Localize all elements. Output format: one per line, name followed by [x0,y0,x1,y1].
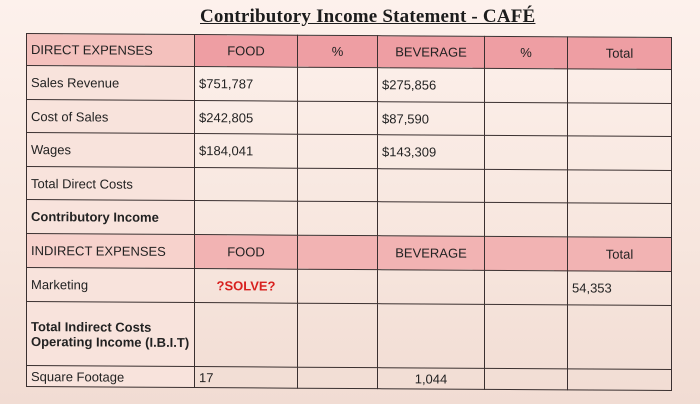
indirect-food-header: FOOD [195,235,298,270]
beverage-header: BEVERAGE [378,36,485,69]
direct-header-row [27,34,672,70]
cost-of-sales-beverage-pct [485,102,568,136]
contributory-income-label: Contributory Income [27,200,195,235]
wages-beverage: $143,309 [378,135,485,170]
indirect-header-row [27,234,672,272]
operating-income-label: Operating Income (I.B.I.T) [31,333,190,350]
sales-revenue-beverage-pct [485,68,568,103]
cost-of-sales-beverage: $87,590 [378,102,485,136]
table-row [27,66,672,104]
wages-total [568,136,672,171]
cost-of-sales-food: $242,805 [195,101,298,135]
marketing-food-solve: ?SOLVE? [195,269,298,304]
indirect-expenses-header: INDIRECT EXPENSES [27,234,195,269]
wages-beverage-pct [485,135,568,170]
cost-of-sales-food-pct [298,101,378,134]
sales-revenue-food: $751,787 [195,67,298,102]
table-row [27,366,672,391]
table-row [27,167,672,204]
beverage-percent-header: % [485,36,568,69]
square-footage-beverage: 1,044 [378,368,485,390]
table-row [27,133,672,171]
marketing-total: 54,353 [568,271,672,306]
table-row [27,302,672,370]
indirect-beverage-header: BEVERAGE [378,236,485,271]
square-footage-food: 17 [195,367,298,389]
marketing-label: Marketing [27,268,195,303]
table-row [27,100,672,137]
sales-revenue-food-pct [298,67,378,101]
food-percent-header: % [298,35,378,67]
food-header: FOOD [195,35,298,68]
cost-of-sales-label: Cost of Sales [27,100,195,134]
sales-revenue-total [568,69,672,104]
total-direct-costs-label: Total Direct Costs [27,167,195,201]
direct-expenses-header: DIRECT EXPENSES [27,34,195,67]
square-footage-label: Square Footage [27,366,195,388]
sales-revenue-beverage: $275,856 [378,68,485,103]
indirect-summary-labels [27,302,195,367]
sales-revenue-label: Sales Revenue [27,66,195,101]
wages-food-pct [298,134,378,168]
cost-of-sales-total [568,103,672,137]
indirect-total-header: Total [568,237,672,272]
table-row [27,268,672,306]
wages-label: Wages [27,133,195,168]
total-indirect-costs-label: Total Indirect Costs [31,318,152,335]
income-statement-table [26,33,672,391]
page-title: Contributory Income Statement - CAFÉ [200,6,536,27]
total-header: Total [568,37,672,70]
wages-food: $184,041 [195,134,298,169]
table-row [27,200,672,238]
